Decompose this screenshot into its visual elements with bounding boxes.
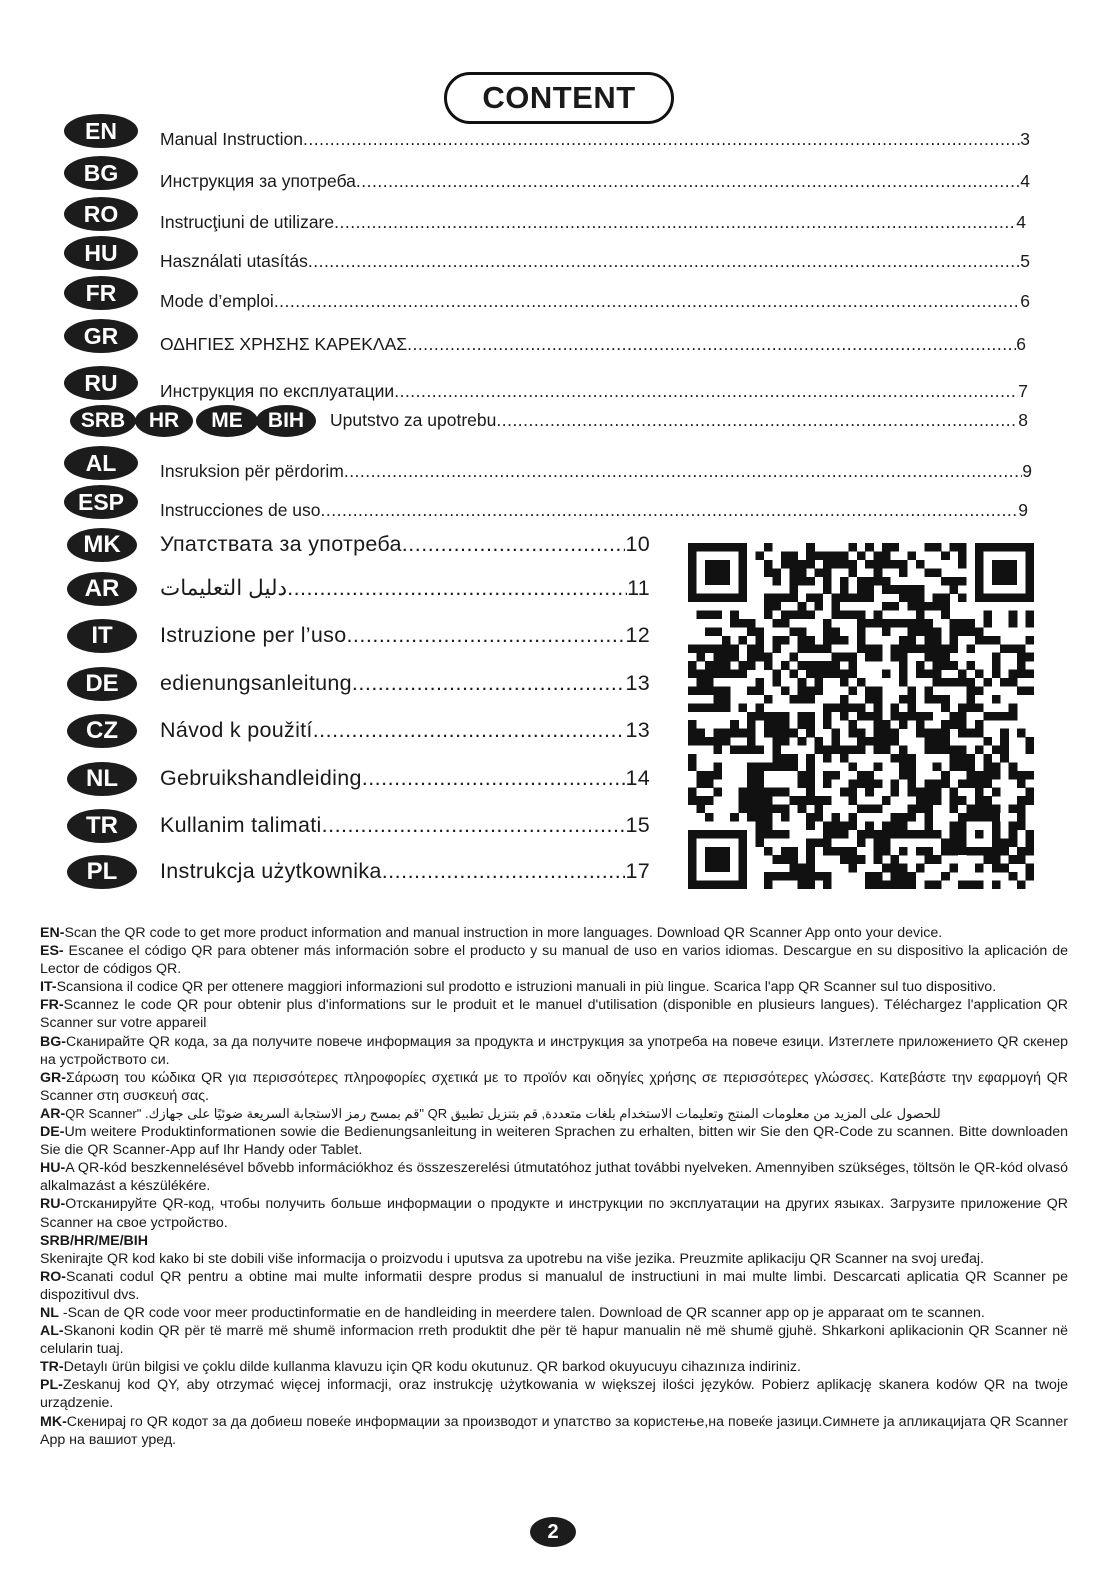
- language-prefix: DE-: [40, 1124, 65, 1141]
- toc-entry-label: دليل التعليمات: [160, 576, 288, 600]
- qr-instruction-paragraph: [40, 1105, 1068, 1123]
- instruction-text: Escanee el código QR para obtener más información sobre el producto y su manual de uso en varios idiomas. Descargue en su dispositivo la aplicación de Lector de códigos QR.: [40, 943, 1068, 978]
- toc-entry: [160, 576, 650, 601]
- toc-entry-page: 9: [1018, 500, 1028, 520]
- dot-leader: [362, 766, 626, 791]
- language-prefix: SRB/HR/ME/BIH: [40, 1232, 148, 1249]
- toc-entry-label: Uputstvo za upotrebu: [330, 410, 497, 430]
- qr-instruction-paragraph: [40, 1123, 1068, 1159]
- toc-entry: [160, 623, 650, 648]
- language-prefix: FR-: [40, 997, 64, 1014]
- qr-instruction-paragraph: [40, 1413, 1068, 1449]
- language-badge: AL: [64, 446, 138, 480]
- toc-entry-label: Упатствата за употреба: [160, 532, 402, 556]
- language-badge: IT: [67, 619, 137, 653]
- toc-entry: [160, 171, 1030, 192]
- qr-instruction-paragraph: [40, 1358, 1068, 1376]
- toc-entry-page: 7: [1018, 381, 1028, 401]
- toc-entry-label: Manual Instruction: [160, 129, 303, 149]
- dot-leader: [322, 813, 626, 838]
- language-badge: MK: [67, 528, 137, 562]
- instruction-text: Σάρωση του κώδικα QR για περισσότερες πληροφορίες σχετικά με το προϊόν και οδηγίες χρήσης σε περισσότερες γλώσσες. Κατεβάστε την εφαρμογή QR Scanner στη συσκευή σας.: [40, 1069, 1068, 1104]
- language-badge: GR: [64, 319, 138, 353]
- toc-entry-page: 4: [1020, 171, 1030, 191]
- language-badge: ME: [196, 405, 258, 437]
- toc-entry-page: 5: [1020, 251, 1030, 271]
- instruction-text: للحصول على المزيد من معلومات المنتج وتعليمات الاستخدام بلغات متعددة, قم بتنزيل تطبيق QR "قم بمسح رمز الاستجابة السريعة ضوئيًا على جهازك. "QR Scanner: [65, 1105, 941, 1121]
- toc-entry-page: 17: [625, 859, 650, 883]
- qr-instruction-paragraph: [40, 1322, 1068, 1358]
- language-badge: SRB: [70, 405, 136, 437]
- language-prefix: AL-: [40, 1323, 64, 1340]
- language-badge: HU: [64, 236, 138, 270]
- qr-instruction-paragraph: [40, 1304, 1068, 1322]
- language-prefix: ES-: [40, 943, 64, 960]
- toc-entry: [160, 381, 1028, 402]
- dot-leader: [382, 859, 626, 884]
- language-badge: EN: [64, 114, 138, 148]
- qr-instruction-paragraph: [40, 1159, 1068, 1195]
- dot-leader: [274, 291, 1020, 312]
- toc-entry-label: Használati utasítás: [160, 251, 308, 271]
- language-prefix: HU-: [40, 1160, 66, 1177]
- instruction-text: Scannez le code QR pour obtenir plus d'informations sur le produit et le manuel d'utilisation (disponible en plusieurs langues). Téléchargez l'application QR Scanner sur votre appareil: [40, 997, 1068, 1032]
- page-title: CONTENT: [444, 72, 674, 124]
- dot-leader: [344, 461, 1022, 482]
- toc-entry-page: 4: [1016, 212, 1026, 232]
- language-prefix: NL: [40, 1304, 59, 1321]
- dot-leader: [346, 623, 625, 648]
- language-prefix: RU-: [40, 1196, 66, 1213]
- instruction-text: A QR-kód beszkennelésével bővebb információkhoz és összeszerelési útmutatóhoz juthat további nyelveken. Amennyiben szükséges, töltsön le QR-kód olvasó alkalmazást a készülékére.: [40, 1160, 1068, 1195]
- language-prefix: GR-: [40, 1069, 67, 1086]
- instruction-text: Detaylı ürün bilgisi ve çoklu dilde kullanma klavuzu için QR kodu okutunuz. QR barkod okuyucuyu cihazınıza indiriniz.: [63, 1359, 801, 1376]
- instruction-text: Отсканируйте QR-код, чтобы получить больше информации о продукте и инструкции по эксплуатации на других языках. Загрузите приложение QR Scanner на свое устройство.: [40, 1196, 1068, 1231]
- qr-instruction-paragraph: [40, 978, 1068, 996]
- instruction-text: Scansiona il codice QR per ottenere maggiori informazioni sul prodotto e istruzioni manuali in più lingue. Scarica l'app QR Scanner sul tuo dispositivo.: [56, 979, 997, 996]
- instruction-text: Scan the QR code to get more product information and manual instruction in more languages. Download QR Scanner App onto your device.: [64, 925, 943, 941]
- language-badge: TR: [67, 809, 137, 843]
- qr-instruction-paragraph: [40, 1232, 1068, 1268]
- language-badge: RU: [64, 366, 138, 400]
- instruction-text: Скенирај го QR кодот за да добиеш повеќе информации за производот и упатство за користење,на повеќе јазици.Симнете ја апликацијата QR Scanner App на вашиот уред.: [40, 1413, 1068, 1448]
- toc-entry: [160, 532, 650, 557]
- toc-entry: [160, 718, 650, 743]
- toc-entry-label: Návod k použití: [160, 718, 313, 742]
- toc-entry-page: 8: [1018, 410, 1028, 430]
- language-prefix: PL-: [40, 1377, 63, 1394]
- language-badge: ESP: [64, 485, 138, 519]
- toc-entry-label: Инструкция по експлуатации: [160, 381, 395, 401]
- qr-instructions: [40, 924, 1068, 1449]
- language-badge: AR: [67, 572, 137, 606]
- toc-entry-page: 14: [625, 766, 650, 790]
- dot-leader: [321, 500, 1019, 521]
- language-prefix: IT-: [40, 979, 57, 996]
- toc-entry: [160, 212, 1026, 233]
- language-badge: CZ: [67, 714, 137, 748]
- dot-leader: [308, 251, 1020, 272]
- toc-entry: [160, 334, 1026, 355]
- toc-entry-page: 6: [1016, 334, 1026, 354]
- toc-entry-label: Mode d’emploi: [160, 291, 274, 311]
- qr-instruction-paragraph: [40, 942, 1068, 978]
- toc-entry: [330, 410, 1028, 431]
- toc-entry: [160, 766, 650, 791]
- qr-instruction-paragraph: [40, 1268, 1068, 1304]
- toc-entry-label: Kullanim talimati: [160, 813, 322, 837]
- toc-entry: [160, 813, 650, 838]
- page-number: 2: [530, 1517, 576, 1547]
- toc-entry-label: Istruzione per l’uso: [160, 623, 347, 647]
- toc-entry: [160, 291, 1030, 312]
- toc-entry-label: ΟΔΗΓΙΕΣ ΧΡΗΣΗΣ ΚΑΡΕΚΛΑΣ: [160, 334, 408, 354]
- language-prefix: BG-: [40, 1033, 67, 1050]
- dot-leader: [496, 410, 1018, 431]
- toc-entry-page: 15: [625, 813, 650, 837]
- language-badge: DE: [67, 667, 137, 701]
- language-badge: HR: [135, 405, 193, 437]
- instruction-text: Skanoni kodin QR për të marrë më shumë informacion rreth produktit dhe për të hapur manualin në më shumë gjuhë. Shkarkoni aplikacionin QR Scanner në celularin tuaj.: [40, 1323, 1068, 1358]
- language-prefix: MK-: [40, 1413, 67, 1430]
- toc-entry-page: 6: [1020, 291, 1030, 311]
- dot-leader: [334, 212, 1016, 233]
- language-badge: BIH: [256, 405, 316, 437]
- qr-instruction-paragraph: [40, 996, 1068, 1032]
- toc-entry-label: Gebruikshandleiding: [160, 766, 362, 790]
- toc-entry: [160, 671, 650, 696]
- toc-entry-label: Insruksion për përdorim: [160, 461, 344, 481]
- instruction-text: Skenirajte QR kod kako bi ste dobili više informacija o proizvodu i uputsva za upotrebu na više jezika. Preuzmite aplikaciju QR Scanner na svoj uređaj.: [40, 1250, 984, 1267]
- dot-leader: [313, 718, 626, 743]
- toc-entry-label: Instrucciones de uso: [160, 500, 321, 520]
- toc-entry-page: 3: [1020, 129, 1030, 149]
- toc-entry: [160, 500, 1028, 521]
- instruction-text: Zeskanuj kod QY, aby otrzymać więcej informacji, oraz instrukcję użytkowania w większej ilości języków. Pobierz aplikację skanera kodów QR na twoje urządzenie.: [40, 1377, 1068, 1412]
- dot-leader: [394, 381, 1018, 402]
- toc-entry: [160, 251, 1030, 272]
- toc-entry: [160, 129, 1030, 150]
- toc-entry-page: 13: [625, 718, 650, 742]
- toc-entry: [160, 859, 650, 884]
- instruction-text: Scanati codul QR pentru a obtine mai multe informatii despre produs si manualul de instructiuni in mai multe limbi. Descarcati aplicatia QR Scanner pe dispozitivul dvs.: [40, 1268, 1068, 1303]
- instruction-text: Сканирайте QR кода, за да получите повече информация за продукта и инструкция за употреба на повече езици. Изтеглете приложението QR скенер на устройството си.: [40, 1033, 1068, 1068]
- qr-instruction-paragraph: [40, 1033, 1068, 1069]
- instruction-text: -Scan de QR code voor meer productinformatie en de handleiding in meerdere talen. Download de QR scanner app op je apparaat om te scannen.: [58, 1304, 985, 1321]
- language-badge: NL: [67, 762, 137, 796]
- toc-entry-label: Инструкция за употреба: [160, 171, 356, 191]
- language-prefix: AR-: [40, 1105, 66, 1122]
- qr-instruction-paragraph: [40, 924, 1068, 942]
- dot-leader: [356, 171, 1020, 192]
- instruction-text: Um weitere Produktinformationen sowie die Bedienungsanleitung in weiteren Sprachen zu erhalten, bitten wir Sie den QR-Code zu scannen. Bitte downloaden Sie die QR Scanner-App auf Ihr Handy oder Tablet.: [40, 1124, 1068, 1159]
- toc-entry-page: 12: [625, 623, 650, 647]
- toc-entry-page: 13: [625, 671, 650, 695]
- dot-leader: [287, 576, 627, 601]
- language-badge: PL: [67, 855, 137, 889]
- qr-instruction-paragraph: [40, 1376, 1068, 1412]
- dot-leader: [303, 129, 1020, 150]
- language-badge: FR: [64, 276, 138, 310]
- toc-entry-label: Instrukcja użytkownika: [160, 859, 382, 883]
- toc-entry: [160, 461, 1032, 482]
- dot-leader: [407, 334, 1016, 355]
- toc-entry-page: 9: [1022, 461, 1032, 481]
- language-prefix: EN-: [40, 925, 65, 941]
- language-prefix: TR-: [40, 1359, 64, 1376]
- toc-entry-page: 10: [625, 532, 650, 556]
- toc-entry-label: Instrucţiuni de utilizare: [160, 212, 335, 232]
- language-prefix: RO-: [40, 1268, 67, 1285]
- qr-instruction-paragraph: [40, 1069, 1068, 1105]
- language-badge: BG: [64, 156, 138, 190]
- dot-leader: [402, 532, 626, 557]
- dot-leader: [352, 671, 626, 696]
- qr-instruction-paragraph: [40, 1195, 1068, 1231]
- qr-code-icon: [688, 543, 1034, 889]
- toc-entry-page: 11: [627, 576, 650, 600]
- toc-entry-label: edienungsanleitung: [160, 671, 352, 695]
- language-badge: RO: [64, 197, 138, 231]
